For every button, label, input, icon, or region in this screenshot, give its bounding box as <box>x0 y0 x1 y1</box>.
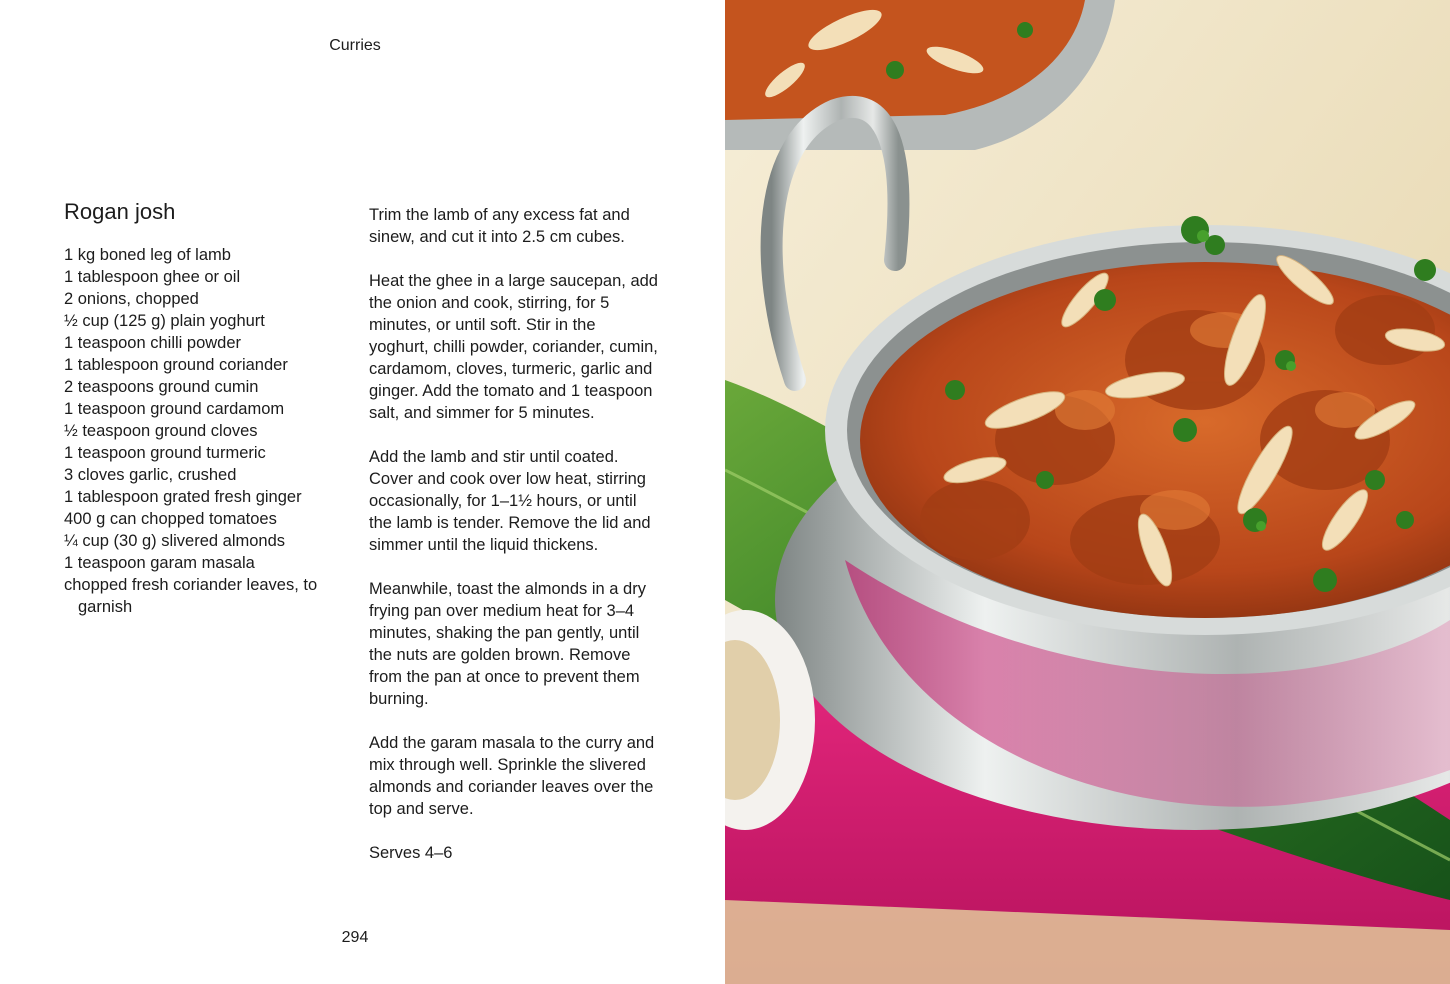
ingredients-list <box>64 244 334 618</box>
ingredient-item: 1 tablespoon ghee or oil <box>64 268 241 286</box>
curry-photo-illustration <box>725 0 1450 984</box>
ingredient-item: 400 g can chopped tomatoes <box>64 510 277 528</box>
ingredient-item: ½ cup (125 g) plain yoghurt <box>64 312 265 330</box>
ingredient-item: 1 tablespoon ground coriander <box>64 356 288 374</box>
method-steps <box>369 204 659 886</box>
page-number: 294 <box>341 929 369 946</box>
ingredient-item: ¼ cup (30 g) slivered almonds <box>64 532 286 550</box>
method-step: Trim the lamb of any excess fat and sinew, and cut it into 2.5 cm cubes. <box>369 206 630 246</box>
ingredient-item: 1 teaspoon ground turmeric <box>64 444 266 462</box>
ingredient-item: 1 kg boned leg of lamb <box>64 246 231 264</box>
ingredient-item: 1 teaspoon garam masala <box>64 554 255 572</box>
method-step: Meanwhile, toast the almonds in a dry frying pan over medium heat for 3–4 minutes, shaking the pan gently, until the nuts are golden brown. Remove from the pan at once to prevent them burning. <box>369 580 646 708</box>
running-head: Curries <box>329 37 381 54</box>
ingredient-item: 2 teaspoons ground cumin <box>64 378 259 396</box>
ingredient-item: chopped fresh coriander leaves, to garnish <box>64 576 318 616</box>
curry-photo <box>725 0 1450 984</box>
ingredient-item: 1 teaspoon chilli powder <box>64 334 242 352</box>
method-step: Add the garam masala to the curry and mix through well. Sprinkle the slivered almonds and coriander leaves over the top and serve. <box>369 734 655 818</box>
ingredient-item: 3 cloves garlic, crushed <box>64 466 237 484</box>
method-step: Add the lamb and stir until coated. Cover and cook over low heat, stirring occasionally, for 1–1½ hours, or until the lamb is tender. Remove the lid and simmer until the liquid thickens. <box>369 448 651 554</box>
recipe-title: Rogan josh <box>64 199 176 224</box>
ingredient-item: 2 onions, chopped <box>64 290 199 308</box>
ingredient-item: ½ teaspoon ground cloves <box>64 422 258 440</box>
method-step: Heat the ghee in a large saucepan, add the onion and cook, stirring, for 5 minutes, or until soft. Stir in the yoghurt, chilli powder, coriander, cumin, cardamom, cloves, turmeric, garlic and ginger. Add the tomato and 1 teaspoon salt, and simmer for 5 minutes. <box>369 272 658 422</box>
ingredient-item: 1 teaspoon ground cardamom <box>64 400 285 418</box>
ingredient-item: 1 tablespoon grated fresh ginger <box>64 488 302 506</box>
serves-note: Serves 4–6 <box>369 844 453 862</box>
